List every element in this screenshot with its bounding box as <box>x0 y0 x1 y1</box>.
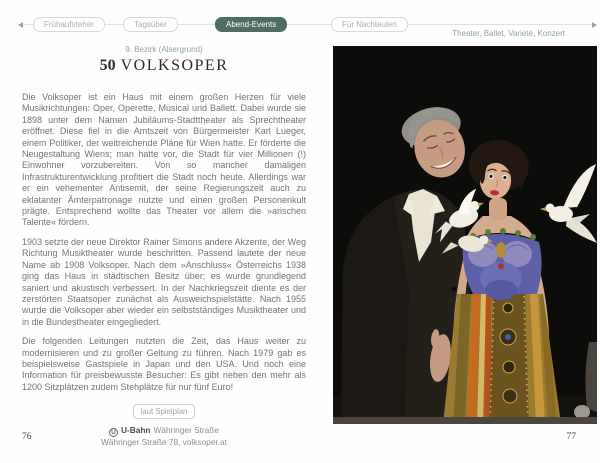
page-number-left: 76 <box>22 432 32 442</box>
article <box>22 45 306 448</box>
transit-mode: U-Bahn <box>121 425 151 436</box>
transit-station: Währinger Straße <box>153 425 219 436</box>
district-label: 9. Bezirk (Alsergrund) <box>125 45 203 54</box>
paragraph-2: 1903 setzte der neue Direktor Rainer Simons andere Akzente, der Weg Richtung Musiktheater wurde beschritten. Passend lautete der neue Name ab 1908 Volksoper. Nach dem »Anschluss« Österreichs 1938 ging das Haus in städtischen Besitz über; es wurde grundlegend saniert und akustisch verbessert. In der Nachkriegszeit diente es der zerstörten Staatsoper zunächst als Ausweichspielstätte. Nach 1955 wurde die Volksoper aber wieder ein selbstständiges Musiktheater und in die Bundestheater eingegliedert. <box>22 236 306 327</box>
entry-number: 50 <box>99 57 116 74</box>
paragraph-3: Die folgenden Leitungen nutzten die Zeit, das Haus weiter zu modernisieren und zu großer Geltung zu führen. Nach 1979 gab es beispielsweise Gastspiele in Japan und den USA. Und noch eine Information für preisbewusste Besucher: Es gibt neben den mehr als 1200 Sitzplätzen zudem Stehplätze für nur fünf Euro! <box>22 336 306 392</box>
transit-address: Währinger Straße 78, volksoper.at <box>101 437 227 448</box>
performers-photo <box>333 46 597 424</box>
tab-tagsueber[interactable]: Tagsüber <box>123 17 178 32</box>
nav-arrow-left-icon <box>18 22 23 28</box>
nav-arrow-right-icon <box>592 22 597 28</box>
category-label: Theater, Ballet, Varieté, Konzert <box>452 29 565 38</box>
schedule-badge: laut Spielplan <box>133 404 196 419</box>
article-body <box>22 92 306 393</box>
paragraph-1: Die Volksoper ist ein Haus mit einem großen Herzen für viele Musikrichtungen: Oper, Operette, Musical und Ballett. Dabei wurde sie 1898 unter dem Namen Jubiläums-Stadttheater als Sprechtheater eröffnet. Diese fiel in die Amtszeit von Bürgermeister Karl Lueger, einem Politiker, der weitreichende Pläne für Wien hatte. Er förderte die Neugestaltung Wiens; man hatte vor, die Stadt für vier Millionen (!) Einwohner vorzubereiten. Von so mancher damaligen Infrastrukturentwicklung profitiert die Stadt noch heute. Allerdings war er ein vehementer Antisemit, der seine Regierungszeit auch zu eklatanter Ämterpatronage nutzte und einen großen Personenkult prägte. Entsprechend wollte das Theater vor allem die »arischen Talente« fördern. <box>22 92 306 228</box>
page-number-right: 77 <box>566 432 576 442</box>
performers-photo-illustration <box>333 46 597 424</box>
ubahn-icon: U <box>109 428 118 437</box>
tab-abend-events[interactable]: Abend-Events <box>215 17 287 32</box>
tab-fuer-nachteulen[interactable]: Für Nachteulen <box>331 17 408 32</box>
page-title <box>22 57 306 75</box>
nav-timeline-line <box>22 24 592 25</box>
entry-title: VOLKSOPER <box>120 57 229 74</box>
transit-info <box>22 425 306 448</box>
tab-fruehaufsteher[interactable]: Frühaufsteher <box>33 17 105 32</box>
schedule-badge-wrap <box>22 401 306 419</box>
